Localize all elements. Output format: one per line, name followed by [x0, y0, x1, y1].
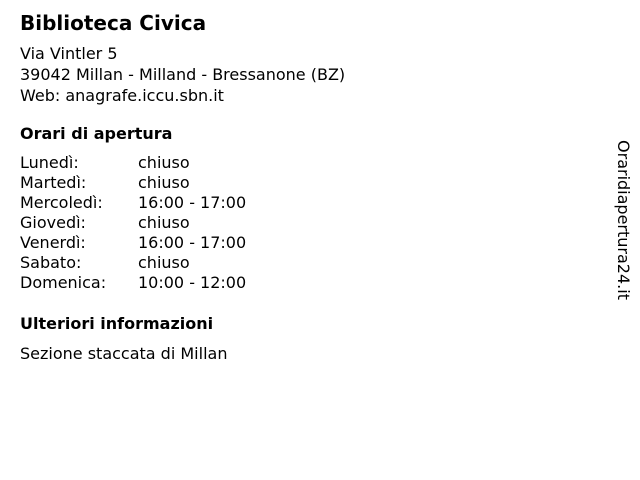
hours-row-thursday — [20, 213, 340, 233]
day-label: Martedì: — [20, 173, 87, 192]
opening-hours-table — [20, 153, 340, 293]
further-info-heading: Ulteriori informazioni — [20, 314, 214, 333]
hours-value: 16:00 - 17:00 — [138, 233, 247, 252]
hours-row-saturday — [20, 253, 340, 273]
hours-row-friday — [20, 233, 340, 253]
hours-value: 16:00 - 17:00 — [138, 193, 247, 212]
hours-row-sunday — [20, 273, 340, 293]
day-label: Giovedì: — [20, 213, 86, 232]
opening-hours-heading: Orari di apertura — [20, 124, 173, 143]
hours-value: 10:00 - 12:00 — [138, 273, 247, 292]
day-label: Mercoledì: — [20, 193, 103, 212]
hours-row-tuesday — [20, 173, 340, 193]
hours-value: chiuso — [138, 173, 190, 192]
day-label: Sabato: — [20, 253, 82, 272]
hours-row-monday — [20, 153, 340, 173]
day-label: Lunedì: — [20, 153, 79, 172]
hours-value: chiuso — [138, 253, 190, 272]
hours-row-wednesday — [20, 193, 340, 213]
library-title: Biblioteca Civica — [20, 11, 207, 35]
city-line: 39042 Millan - Milland - Bressanone (BZ) — [20, 65, 346, 84]
street-address: Via Vintler 5 — [20, 44, 118, 63]
further-info-text: Sezione staccata di Millan — [20, 344, 228, 363]
hours-value: chiuso — [138, 213, 190, 232]
website-line: Web: anagrafe.iccu.sbn.it — [20, 86, 224, 105]
site-watermark: Oraridiapertura24.it — [614, 140, 633, 300]
hours-value: chiuso — [138, 153, 190, 172]
address-block — [20, 43, 345, 106]
day-label: Domenica: — [20, 273, 107, 292]
day-label: Venerdì: — [20, 233, 86, 252]
